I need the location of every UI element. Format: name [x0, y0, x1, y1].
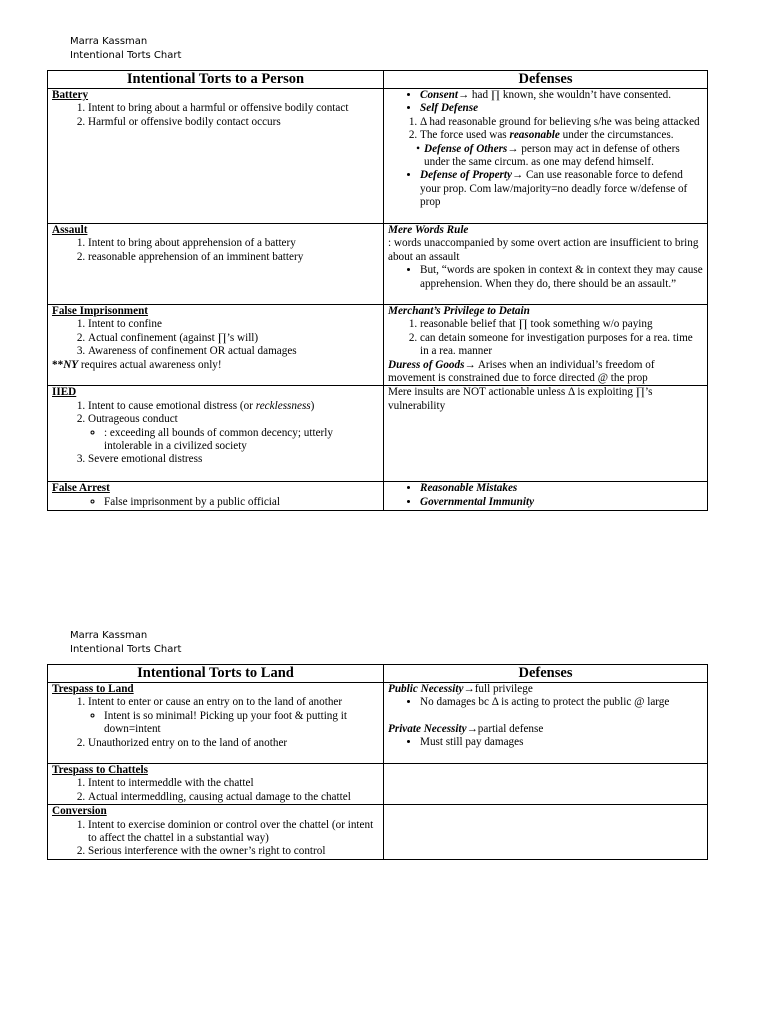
arrow-icon: → — [463, 683, 475, 695]
mere-insults-text: Mere insults are NOT actionable unless Δ is exploiting ∏’s vulnerability — [388, 386, 653, 412]
list-item: 1. Intent to intermeddle with the chattel — [88, 777, 379, 790]
column-header-torts: Intentional Torts to a Person — [48, 71, 384, 89]
list-item — [88, 413, 379, 453]
list-item — [88, 400, 379, 413]
list-item: 1. Intent to bring about a harmful or offensive bodily contact — [88, 102, 379, 115]
sd-text: The force used was — [420, 129, 510, 142]
table-row — [48, 89, 708, 224]
list-item: • Self Defense — [420, 102, 703, 115]
property-label: Defense of Property — [420, 169, 512, 182]
battery-defenses-cell — [384, 89, 708, 224]
table-row — [48, 683, 708, 764]
private-necessity-text: partial defense — [477, 722, 544, 735]
table-row — [48, 305, 708, 386]
duress-label: Duress of Goods — [388, 358, 465, 371]
consent-label: Consent — [420, 89, 458, 101]
assault-defenses-cell — [384, 224, 708, 305]
list-item — [88, 696, 379, 736]
list-item: 2. can detain someone for investigation purposes for a rea. time in a rea. manner — [420, 332, 703, 359]
battery-title: Battery — [52, 89, 89, 101]
trespass-land-cell — [48, 683, 384, 764]
public-necessity-text: full privilege — [474, 683, 533, 695]
list-item: 2. reasonable apprehension of an imminent battery — [88, 251, 379, 264]
iied-emphasis: recklessness — [255, 399, 311, 412]
duress-text: Arises when an individual’s freedom of movement is constrained due to force directed @ the prop — [388, 358, 655, 385]
trespass-land-defenses-cell — [384, 683, 708, 764]
list-item: ◦ Intent is so minimal! Picking up your foot & putting it down=intent — [104, 710, 379, 737]
column-header-defenses: Defenses — [384, 665, 708, 683]
page-header-1 — [70, 35, 181, 63]
false-imprisonment-defenses-cell — [384, 305, 708, 386]
private-necessity — [388, 723, 703, 736]
false-imprisonment-cell — [48, 305, 384, 386]
torts-to-person-table — [47, 70, 708, 511]
mere-words-rule: Mere Words Rule — [388, 224, 469, 236]
list-item: 2. Unauthorized entry on to the land of another — [88, 737, 379, 750]
document-subtitle: Intentional Torts Chart — [70, 50, 182, 61]
table-row — [48, 482, 708, 511]
property-text: Can use reasonable force to defend your prop. Com law/majority=no deadly force w/defense of prop — [420, 169, 688, 209]
others-text: person may act in defense of others under the same circum. as one may defend himself. — [424, 142, 680, 169]
list-item — [420, 143, 703, 170]
iied-text: Outrageous conduct — [88, 413, 178, 426]
false-arrest-defenses-cell — [384, 482, 708, 511]
conversion-title: Conversion — [52, 805, 107, 818]
column-header-torts: Intentional Torts to Land — [48, 665, 384, 683]
conversion-defenses-cell — [384, 805, 708, 860]
list-item: • Must still pay damages — [420, 736, 703, 749]
list-item: 1. Intent to confine — [88, 318, 379, 331]
false-imprisonment-title: False Imprisonment — [52, 305, 149, 317]
trespass-chattels-title: Trespass to Chattels — [52, 764, 148, 776]
iied-title: IIED — [52, 386, 77, 399]
merchant-privilege-title: Merchant’s Privilege to Detain — [388, 305, 530, 317]
duress-of-goods — [388, 359, 703, 386]
mere-words-text: : words unaccompanied by some overt action are insufficient to bring about an assault — [388, 237, 699, 263]
trespass-chattels-cell — [48, 764, 384, 805]
document-subtitle: Intentional Torts Chart — [70, 644, 182, 655]
arrow-icon: → — [464, 358, 476, 371]
consent-text: had ∏ known, she wouldn’t have consented. — [469, 89, 672, 101]
note-emphasis: NY — [63, 358, 79, 371]
list-item: • But, “words are spoken in context & in context they may cause apprehension. When they do, there should be an assault.” — [420, 264, 703, 291]
public-necessity-label: Public Necessity — [388, 683, 464, 695]
author-name: Marra Kassman — [70, 630, 148, 641]
private-necessity-label: Private Necessity — [388, 722, 467, 735]
list-item: 2. Serious interference with the owner’s right to control — [88, 845, 379, 858]
iied-cell — [48, 386, 384, 482]
table-row — [48, 764, 708, 805]
false-arrest-cell — [48, 482, 384, 511]
list-item: 1. Intent to exercise dominion or control over the chattel (or intent to affect the chattel in a substantial way) — [88, 819, 379, 846]
list-item: 3. Severe emotional distress — [88, 453, 379, 466]
conversion-cell — [48, 805, 384, 860]
others-label: Defense of Others — [424, 142, 508, 155]
list-item: 2. Actual confinement (against ∏’s will) — [88, 332, 379, 345]
table-row — [48, 386, 708, 482]
iied-text: ) — [310, 399, 315, 412]
list-item: ◦ False imprisonment by a public official — [104, 496, 379, 509]
public-necessity — [388, 683, 703, 696]
list-item: • No damages bc Δ is acting to protect the public @ large — [420, 696, 703, 709]
false-arrest-title: False Arrest — [52, 482, 110, 495]
list-item: • Reasonable Mistakes — [420, 482, 703, 495]
list-item: • Governmental Immunity — [420, 496, 703, 509]
sd-text: under the circumstances. — [559, 129, 674, 142]
note-prefix: ** — [52, 358, 64, 371]
sd-emphasis: reasonable — [509, 129, 560, 142]
arrow-icon: → — [511, 169, 524, 182]
arrow-icon: → — [507, 142, 519, 155]
list-item: 2. Harmful or offensive bodily contact occurs — [88, 116, 379, 129]
arrow-icon: → — [466, 722, 478, 735]
list-item: 1. Δ had reasonable ground for believing s/he was being attacked — [420, 116, 703, 129]
author-name: Marra Kassman — [70, 36, 148, 47]
note-text: requires actual awareness only! — [78, 358, 222, 371]
list-item — [420, 129, 703, 142]
list-item: 2. Actual intermeddling, causing actual damage to the chattel — [88, 791, 379, 804]
list-item: 1. reasonable belief that ∏ took something w/o paying — [420, 318, 703, 331]
assault-cell — [48, 224, 384, 305]
trespass-text: Intent to enter or cause an entry on to the land of another — [88, 696, 343, 709]
table-row — [48, 224, 708, 305]
trespass-land-title: Trespass to Land — [52, 683, 134, 695]
iied-text: Intent to cause emotional distress (or — [88, 399, 256, 412]
arrow-icon: → — [457, 89, 470, 101]
trespass-chattels-defenses-cell — [384, 764, 708, 805]
column-header-defenses: Defenses — [384, 71, 708, 89]
list-item: 1. Intent to bring about apprehension of a battery — [88, 237, 379, 250]
battery-cell — [48, 89, 384, 224]
ny-note — [52, 359, 379, 372]
table-row — [48, 805, 708, 860]
page-header-2 — [70, 629, 181, 657]
list-item — [420, 89, 703, 102]
torts-to-land-table — [47, 664, 708, 860]
assault-title: Assault — [52, 224, 88, 236]
iied-defenses-cell — [384, 386, 708, 482]
list-item: 3. Awareness of confinement OR actual damages — [88, 345, 379, 358]
list-item: ◦ : exceeding all bounds of common decency; utterly intolerable in a civilized society — [104, 427, 379, 454]
list-item — [420, 169, 703, 209]
